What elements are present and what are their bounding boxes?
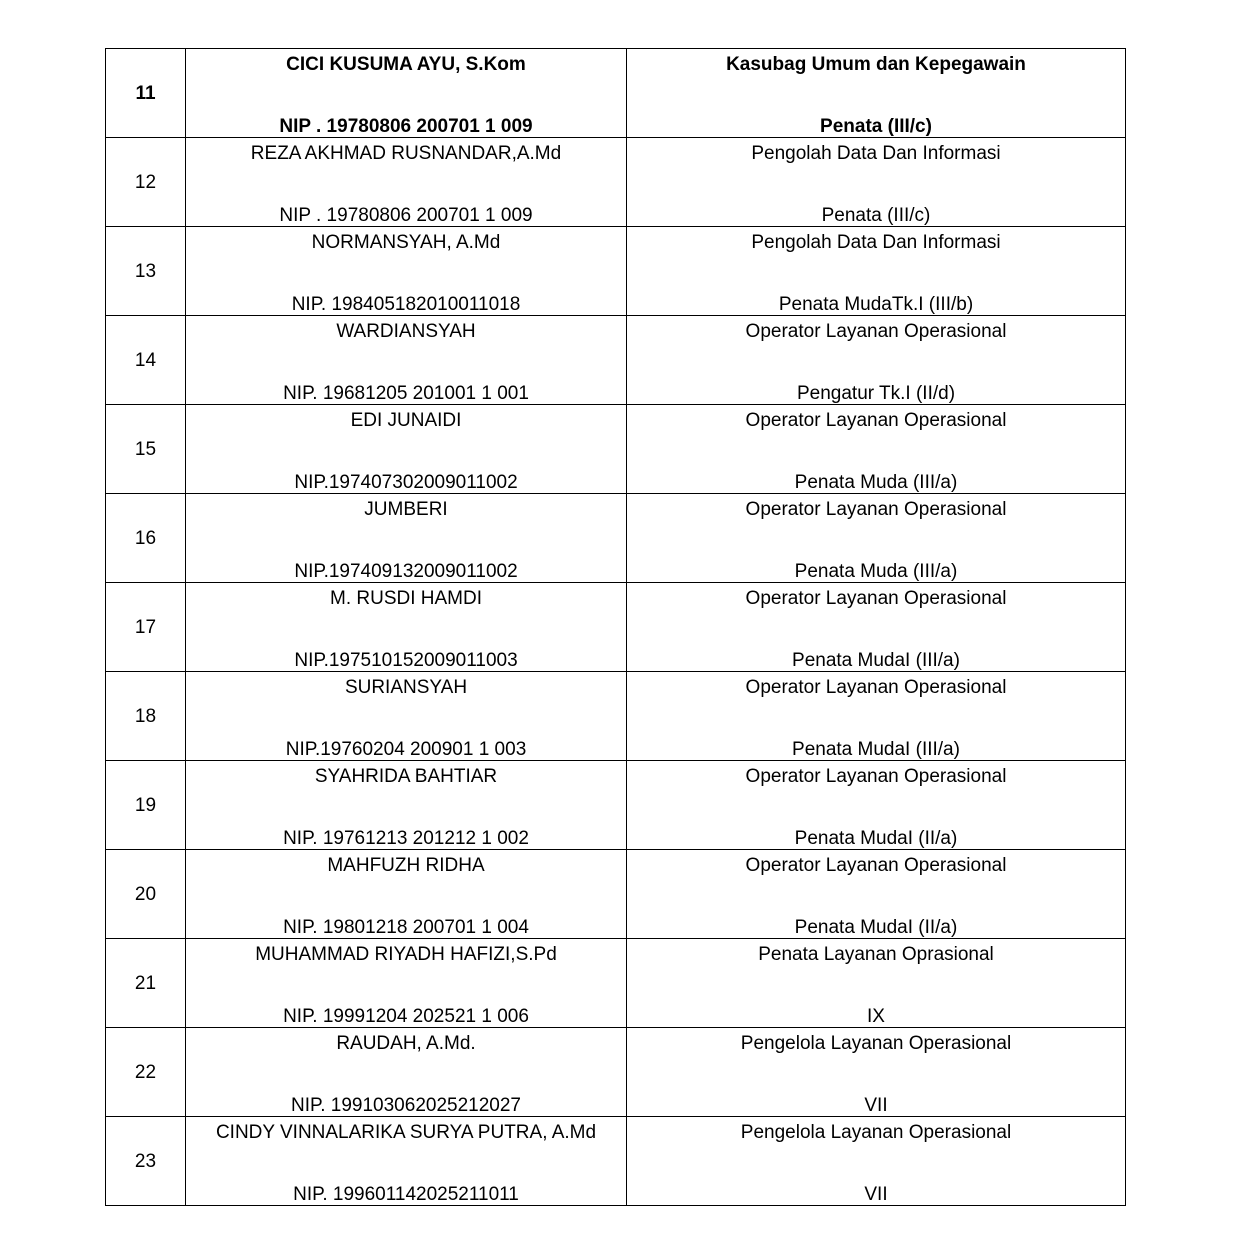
employee-rank: Penata Muda (III/a) xyxy=(794,472,958,493)
employee-position: Operator Layanan Operasional xyxy=(745,499,1007,520)
employee-rank: Penata Muda (III/a) xyxy=(794,561,958,582)
employee-rank: Penata MudaTk.I (III/b) xyxy=(778,294,974,315)
row-number: 13 xyxy=(106,227,186,316)
row-number: 22 xyxy=(106,1028,186,1117)
name-cell xyxy=(186,672,627,761)
row-number: 12 xyxy=(106,138,186,227)
employee-name: SURIANSYAH xyxy=(344,677,468,698)
name-cell xyxy=(186,1028,627,1117)
employee-nip: NIP. 199103062025212027 xyxy=(291,1095,521,1116)
employee-position: Kasubag Umum dan Kepegawain xyxy=(726,54,1026,75)
employee-position: Operator Layanan Operasional xyxy=(745,588,1007,609)
name-cell xyxy=(186,850,627,939)
employee-rank: Penata MudaI (III/a) xyxy=(792,650,960,671)
name-cell xyxy=(186,583,627,672)
position-cell xyxy=(627,939,1126,1028)
name-cell xyxy=(186,316,627,405)
employee-nip: NIP . 19780806 200701 1 009 xyxy=(279,116,533,137)
position-cell xyxy=(627,850,1126,939)
employee-name: WARDIANSYAH xyxy=(336,321,476,342)
row-number: 19 xyxy=(106,761,186,850)
employee-name: JUMBERI xyxy=(364,499,448,520)
employee-nip: NIP. 19681205 201001 1 001 xyxy=(283,383,529,404)
table-row xyxy=(106,1028,1126,1117)
position-cell xyxy=(627,1117,1126,1206)
table-row xyxy=(106,583,1126,672)
employee-nip: NIP.197510152009011003 xyxy=(294,650,518,671)
table-row xyxy=(106,316,1126,405)
employee-rank: Penata MudaI (III/a) xyxy=(792,739,960,760)
position-cell xyxy=(627,761,1126,850)
position-cell xyxy=(627,227,1126,316)
employee-position: Operator Layanan Operasional xyxy=(745,855,1007,876)
staff-table xyxy=(105,48,1126,1206)
employee-position: Pengolah Data Dan Informasi xyxy=(751,232,1001,253)
name-cell xyxy=(186,227,627,316)
table-row xyxy=(106,1117,1126,1206)
row-number: 20 xyxy=(106,850,186,939)
employee-nip: NIP.197409132009011002 xyxy=(294,561,518,582)
employee-nip: NIP. 19991204 202521 1 006 xyxy=(283,1006,529,1027)
position-cell xyxy=(627,49,1126,138)
employee-rank: Penata (III/c) xyxy=(820,116,932,137)
employee-nip: NIP.19760204 200901 1 003 xyxy=(285,739,527,760)
position-cell xyxy=(627,405,1126,494)
name-cell xyxy=(186,1117,627,1206)
position-cell xyxy=(627,672,1126,761)
name-cell xyxy=(186,138,627,227)
table-row xyxy=(106,494,1126,583)
employee-nip: NIP. 199601142025211011 xyxy=(293,1184,519,1205)
employee-rank: Penata (III/c) xyxy=(821,205,931,226)
employee-name: SYAHRIDA BAHTIAR xyxy=(314,766,498,787)
employee-nip: NIP. 19801218 200701 1 004 xyxy=(283,917,529,938)
employee-nip: NIP.197407302009011002 xyxy=(294,472,518,493)
name-cell xyxy=(186,49,627,138)
row-number: 21 xyxy=(106,939,186,1028)
employee-position: Operator Layanan Operasional xyxy=(745,677,1007,698)
table-row xyxy=(106,850,1126,939)
name-cell xyxy=(186,939,627,1028)
name-cell xyxy=(186,494,627,583)
employee-name: CICI KUSUMA AYU, S.Kom xyxy=(286,54,526,75)
employee-position: Pengelola Layanan Operasional xyxy=(740,1122,1012,1143)
employee-name: CINDY VINNALARIKA SURYA PUTRA, A.Md xyxy=(215,1122,597,1143)
row-number: 17 xyxy=(106,583,186,672)
name-cell xyxy=(186,405,627,494)
table-row xyxy=(106,405,1126,494)
employee-name: RAUDAH, A.Md. xyxy=(336,1033,476,1054)
table-row xyxy=(106,672,1126,761)
employee-position: Operator Layanan Operasional xyxy=(745,410,1007,431)
position-cell xyxy=(627,138,1126,227)
employee-nip: NIP. 19761213 201212 1 002 xyxy=(283,828,529,849)
employee-position: Operator Layanan Operasional xyxy=(745,766,1007,787)
employee-rank: Pengatur Tk.I (II/d) xyxy=(796,383,956,404)
row-number: 15 xyxy=(106,405,186,494)
table-row xyxy=(106,939,1126,1028)
row-number: 23 xyxy=(106,1117,186,1206)
row-number: 18 xyxy=(106,672,186,761)
position-cell xyxy=(627,1028,1126,1117)
employee-name: NORMANSYAH, A.Md xyxy=(311,232,501,253)
table-row xyxy=(106,49,1126,138)
employee-nip: NIP . 19780806 200701 1 009 xyxy=(279,205,533,226)
employee-name: MUHAMMAD RIYADH HAFIZI,S.Pd xyxy=(255,944,557,965)
employee-name: MAHFUZH RIDHA xyxy=(327,855,485,876)
employee-position: Pengolah Data Dan Informasi xyxy=(751,143,1001,164)
table-row xyxy=(106,227,1126,316)
employee-rank: Penata MudaI (II/a) xyxy=(794,828,958,849)
position-cell xyxy=(627,316,1126,405)
employee-position: Pengelola Layanan Operasional xyxy=(740,1033,1012,1054)
employee-rank: IX xyxy=(867,1006,885,1027)
position-cell xyxy=(627,494,1126,583)
row-number: 11 xyxy=(106,49,186,138)
employee-position: Penata Layanan Oprasional xyxy=(758,944,994,965)
employee-name: REZA AKHMAD RUSNANDAR,A.Md xyxy=(250,143,562,164)
name-cell xyxy=(186,761,627,850)
employee-rank: VII xyxy=(864,1184,888,1205)
table-row xyxy=(106,761,1126,850)
row-number: 16 xyxy=(106,494,186,583)
employee-nip: NIP. 198405182010011018 xyxy=(291,294,521,315)
employee-name: EDI JUNAIDI xyxy=(350,410,462,431)
employee-rank: VII xyxy=(864,1095,888,1116)
employee-name: M. RUSDI HAMDI xyxy=(330,588,482,609)
position-cell xyxy=(627,583,1126,672)
table-row xyxy=(106,138,1126,227)
employee-position: Operator Layanan Operasional xyxy=(745,321,1007,342)
employee-rank: Penata MudaI (II/a) xyxy=(794,917,958,938)
row-number: 14 xyxy=(106,316,186,405)
